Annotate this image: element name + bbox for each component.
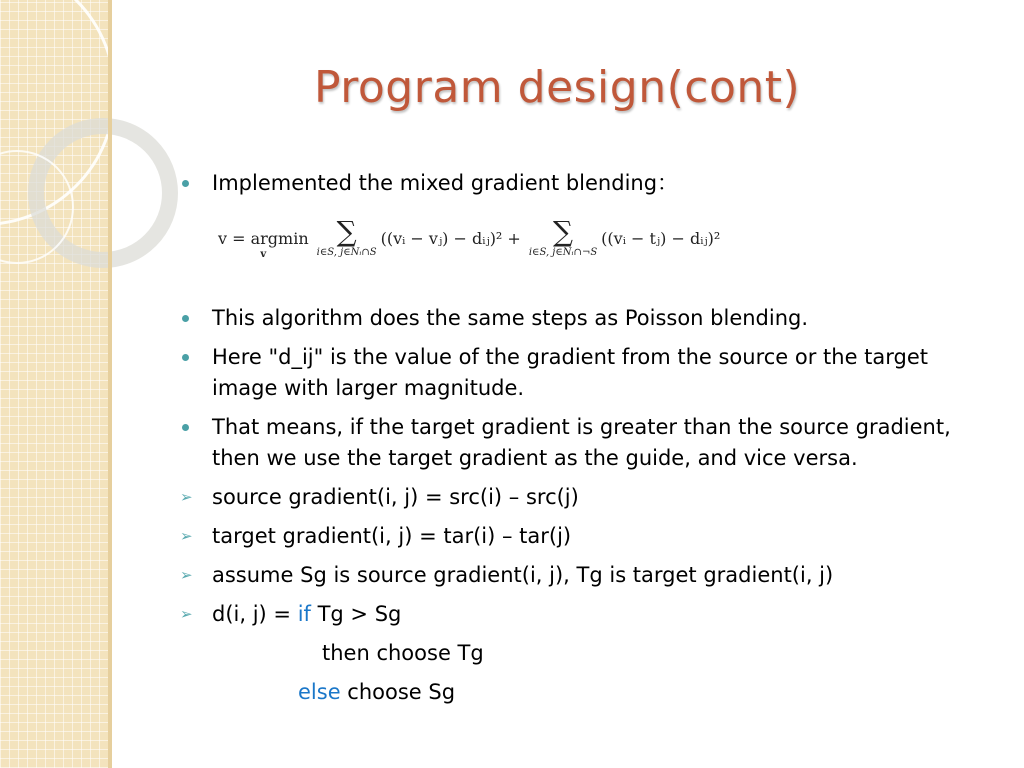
formula-lhs: v = argmin <box>218 229 309 248</box>
bullet-item <box>180 342 970 404</box>
keyword-else: else <box>298 680 341 704</box>
arrow-item <box>180 599 970 630</box>
bullet-icon <box>182 315 189 322</box>
formula-argmin-sub: v <box>260 249 267 260</box>
arrow-bullet-icon: ➢ <box>180 566 193 584</box>
bullet-item <box>180 303 970 334</box>
formula <box>218 217 970 273</box>
bullet-icon <box>182 180 189 187</box>
sum-2-subscript: i∈S, j∈Nᵢ∩¬S <box>528 247 598 258</box>
sum-symbol-2: ∑ i∈S, j∈Nᵢ∩¬S <box>528 215 598 258</box>
formula-term-1: ((vᵢ − vⱼ) − dᵢⱼ)² + <box>380 229 521 248</box>
rule-else-line <box>180 677 970 708</box>
arrow-item <box>180 521 970 552</box>
arrow-bullet-icon: ➢ <box>180 527 193 545</box>
bullet-item <box>180 168 970 199</box>
bullet-icon <box>182 424 189 431</box>
arrow-text: target gradient(i, j) = tar(i) – tar(j) <box>212 524 572 548</box>
bullet-text: This algorithm does the same steps as Poisson blending. <box>212 306 809 330</box>
bullet-item <box>180 412 970 474</box>
arrow-item <box>180 482 970 513</box>
arrow-item <box>180 560 970 591</box>
arrow-bullet-icon: ➢ <box>180 488 193 506</box>
bullet-icon <box>182 354 189 361</box>
bullet-text: That means, if the target gradient is greater than the source gradient, then we use the target gradient as the guide, and vice versa. <box>212 415 951 470</box>
sum-symbol-1: ∑ i∈S, j∈Nᵢ∩S <box>316 215 377 258</box>
decorative-sidebar <box>0 0 112 768</box>
bullet-text: Here "d_ij" is the value of the gradient from the source or the target image with larger magnitude. <box>212 345 929 400</box>
sidebar-edge <box>108 0 112 768</box>
sum-1-subscript: i∈S, j∈Nᵢ∩S <box>316 247 377 258</box>
keyword-if: if <box>297 602 311 626</box>
arrow-text: source gradient(i, j) = src(i) – src(j) <box>212 485 579 509</box>
rule-then-line: then choose Tg <box>322 641 484 665</box>
rule-prefix: d(i, j) = <box>212 602 298 626</box>
formula-argmin <box>218 217 309 262</box>
arrow-bullet-icon: ➢ <box>180 605 193 623</box>
slide-title: Program design(cont) <box>314 62 801 113</box>
formula-term-2: ((vᵢ − tⱼ) − dᵢⱼ)² <box>601 229 721 248</box>
arrow-text: assume Sg is source gradient(i, j), Tg is target gradient(i, j) <box>212 563 834 587</box>
rule-else-rest: choose Sg <box>340 680 456 704</box>
slide-body <box>180 168 970 708</box>
rule-condition: Tg > Sg <box>310 602 402 626</box>
bullet-text: Implemented the mixed gradient blending： <box>212 171 679 195</box>
